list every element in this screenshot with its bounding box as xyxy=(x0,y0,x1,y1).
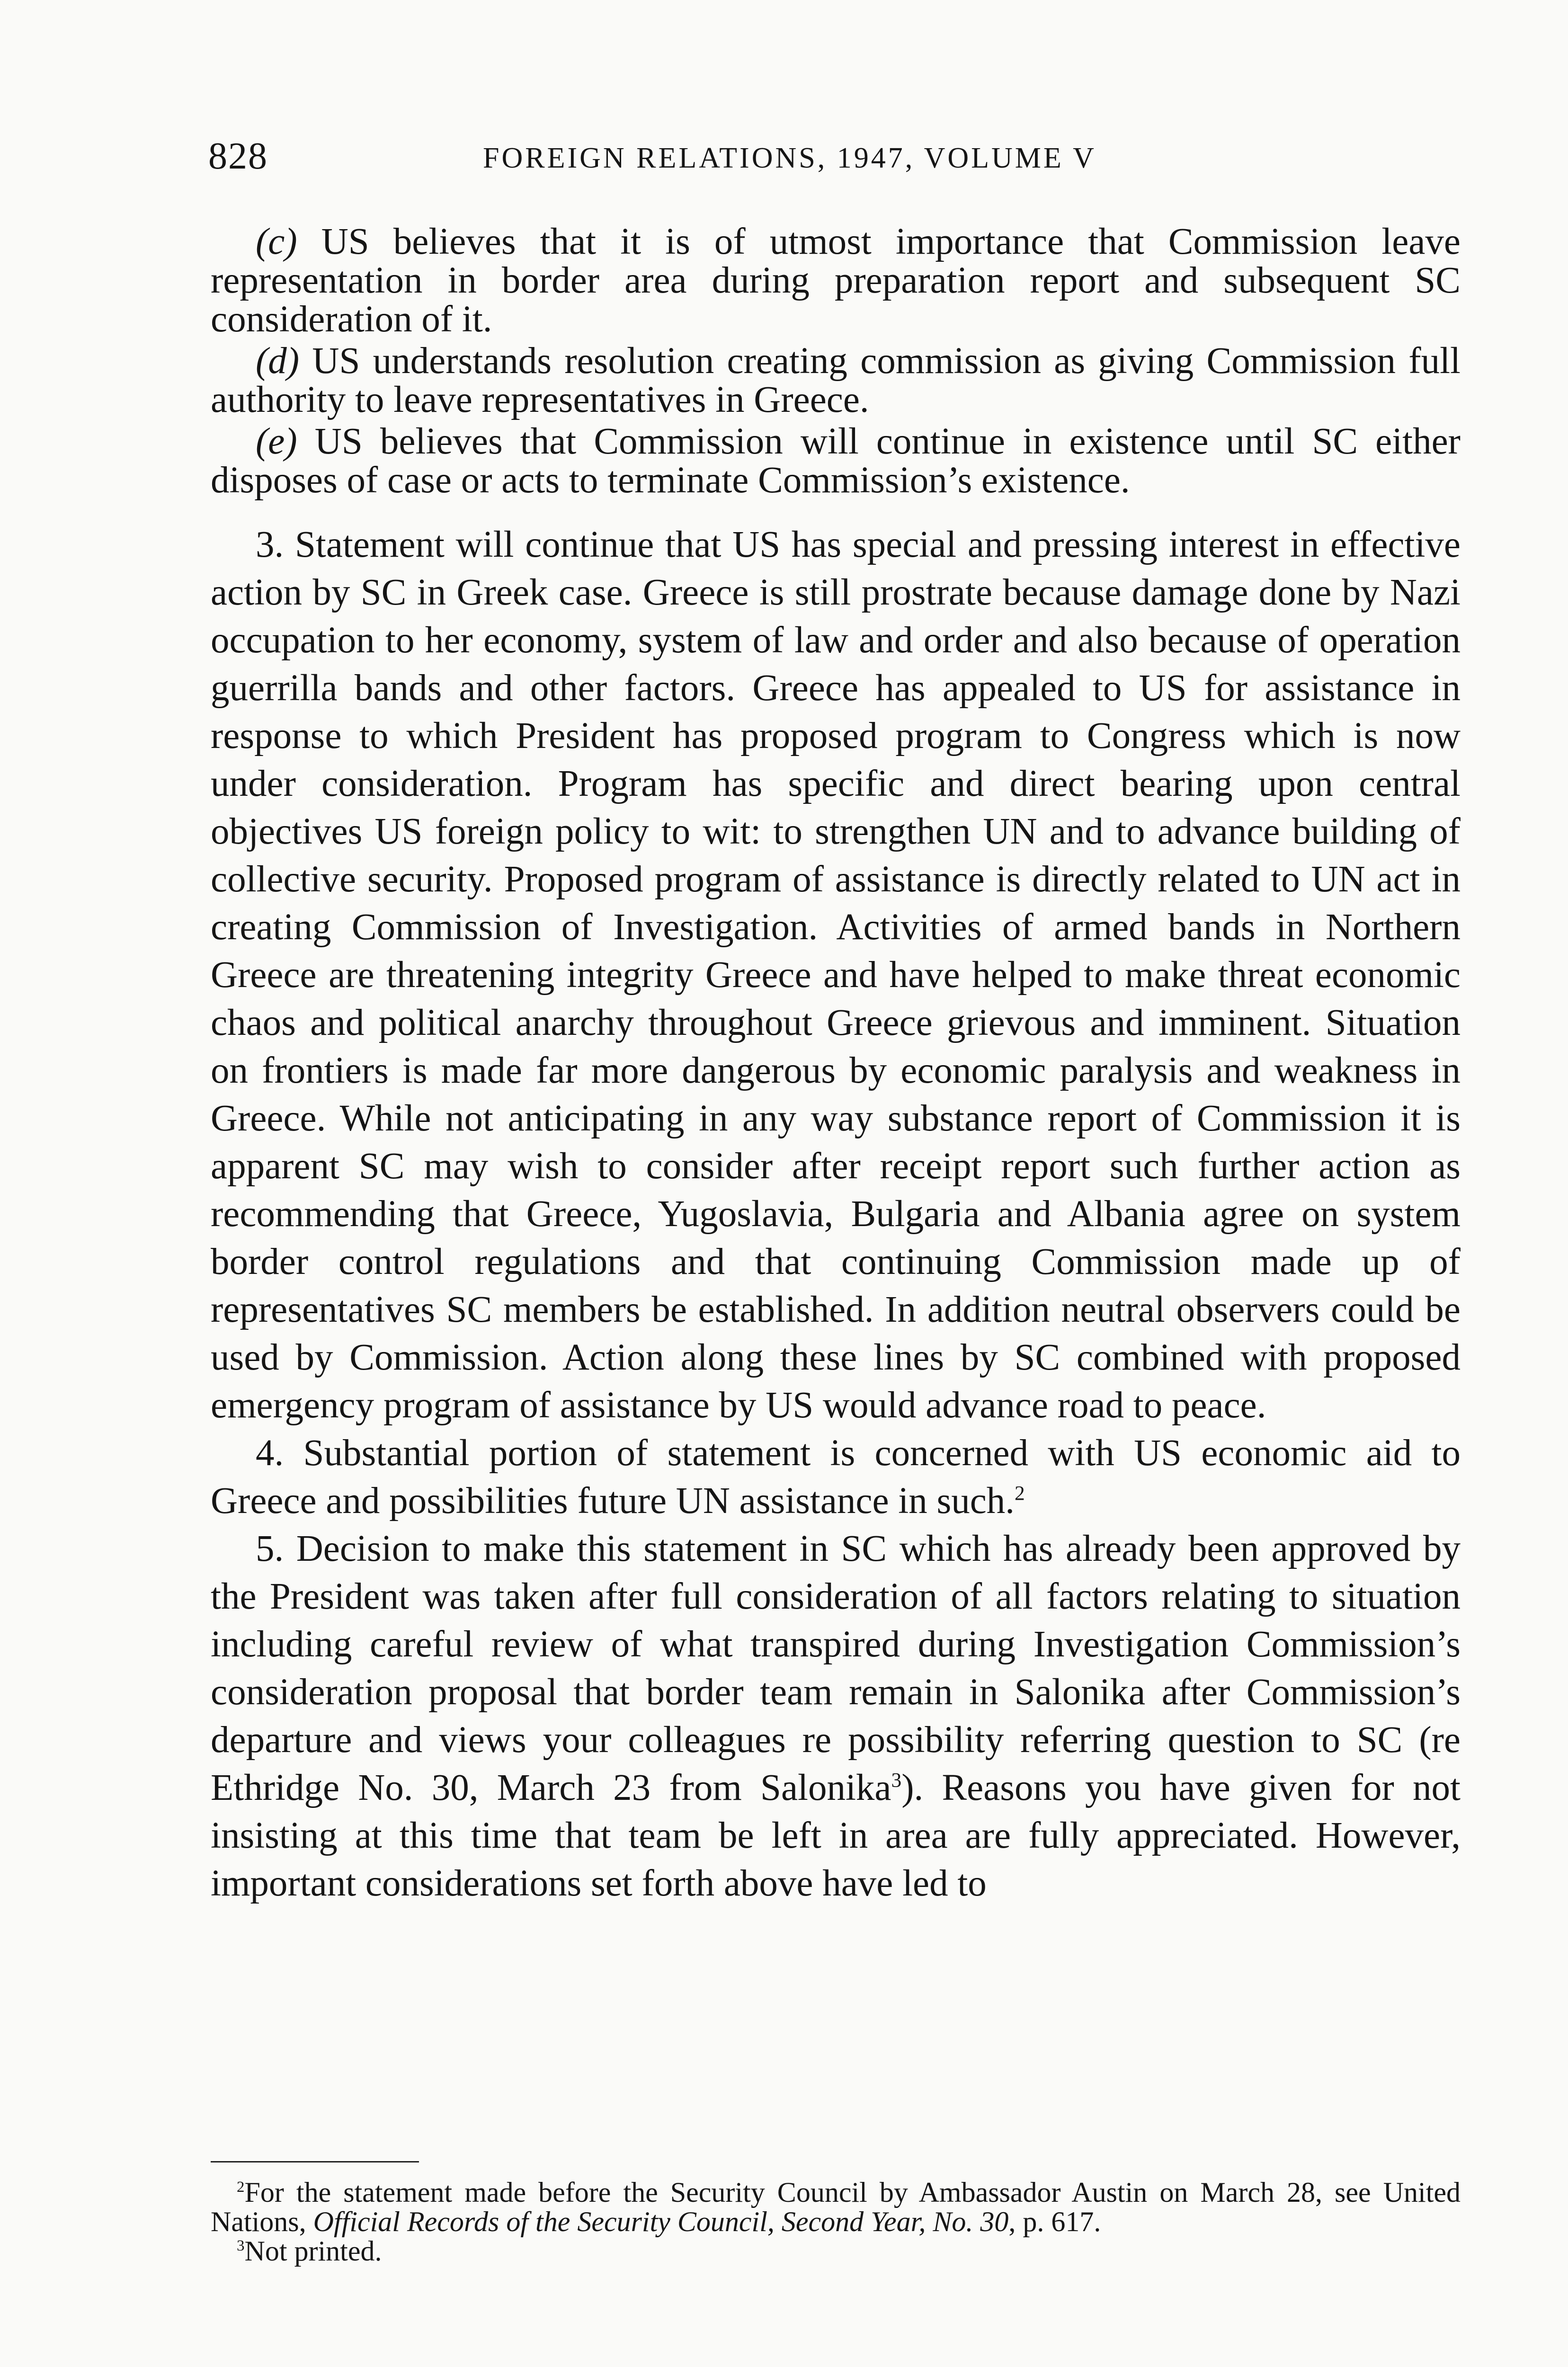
footnote-divider xyxy=(211,2161,419,2162)
running-head: FOREIGN RELATIONS, 1947, VOLUME V xyxy=(483,142,1096,174)
footnote-2-source: Official Records of the Security Council, Second Year, No. 30 xyxy=(313,2206,1009,2237)
paragraph-d xyxy=(211,342,1461,419)
paragraph-c xyxy=(211,222,1461,339)
footnote-2-mark: 2 xyxy=(237,2179,245,2196)
footnotes xyxy=(211,2178,1461,2266)
footnote-2-text-b: , p. 617. xyxy=(1008,2206,1101,2237)
footnote-ref-2: 2 xyxy=(1015,1482,1025,1505)
footnote-3-text: Not printed. xyxy=(244,2235,382,2267)
footnote-3 xyxy=(211,2236,1461,2266)
footnote-2-text-a: For the statement made before the Security Council by Ambassador Austin on March 28, see United Nations, xyxy=(211,2177,1461,2237)
paragraph-5-text-b: ). Reasons you have given for not insisting at this time that team be left in area are fully appreciated. However, important considerations set forth above have led to xyxy=(211,1767,1461,1904)
body-text xyxy=(211,222,1461,1907)
footnote-3-mark: 3 xyxy=(237,2237,245,2254)
footnote-ref-3: 3 xyxy=(891,1769,902,1792)
paragraph-d-label: (d) xyxy=(256,340,300,382)
paragraph-e-label: (e) xyxy=(256,421,297,462)
paragraph-3: 3. Statement will continue that US has special and pressing interest in effective action by SC in Greek case. Greece is still prostrate because damage done by Nazi occupation to her economy, system of law and order and also because of operation guerrilla bands and other factors. Greece has appealed to US for assistance in response to which President has proposed program to Congress which is now under consideration. Program has specific and direct bearing upon central objectives US foreign policy to wit: to strengthen UN and to advance building of collective security. Proposed program of assistance is directly related to UN act in creating Commission of Investigation. Activities of armed bands in Northern Greece are threatening integrity Greece and have helped to make threat economic chaos and political anarchy throughout Greece grievous and imminent. Situation on frontiers is made far more dangerous by economic paralysis and weakness in Greece. While not anticipating in any way substance report of Commission it is apparent SC may wish to consider after receipt report such further action as recommending that Greece, Yugoslavia, Bulgaria and Albania agree on system border control regulations and that continuing Commission made up of representatives SC members be established. In addition neutral observers could be used by Commission. Action along these lines by SC combined with proposed emergency program of assistance by US would advance road to peace. xyxy=(211,524,1461,1426)
paragraph-d-text: US understands resolution creating commission as giving Commission full authority to leave representatives in Greece. xyxy=(211,340,1461,420)
paragraph-5 xyxy=(211,1525,1461,1907)
paragraph-e xyxy=(211,422,1461,500)
paragraph-c-label: (c) xyxy=(256,221,297,262)
paragraph-4-text: 4. Substantial portion of statement is concerned with US economic aid to Greece and possibilities future UN assistance in such. xyxy=(211,1433,1461,1522)
paragraph-c-text: US believes that it is of utmost importance that Commission leave representation in border area during preparation report and subsequent SC consideration of it. xyxy=(211,221,1461,340)
paragraph-e-text: US believes that Commission will continue in existence until SC either disposes of case or acts to terminate Commission’s existence. xyxy=(211,421,1461,501)
page-header xyxy=(208,135,1468,187)
footnote-2 xyxy=(211,2178,1461,2236)
page-number: 828 xyxy=(208,135,268,177)
paragraph-4 xyxy=(211,1429,1461,1525)
paragraph-5-text-a: 5. Decision to make this statement in SC which has already been approved by the President was taken after full consideration of all factors relating to situation including careful review of what transpired during Investigation Commission’s consideration proposal that border team remain in Salonika after Commission’s departure and views your colleagues re possibility referring question to SC (re Ethridge No. 30, March 23 from Salonika xyxy=(211,1528,1461,1808)
